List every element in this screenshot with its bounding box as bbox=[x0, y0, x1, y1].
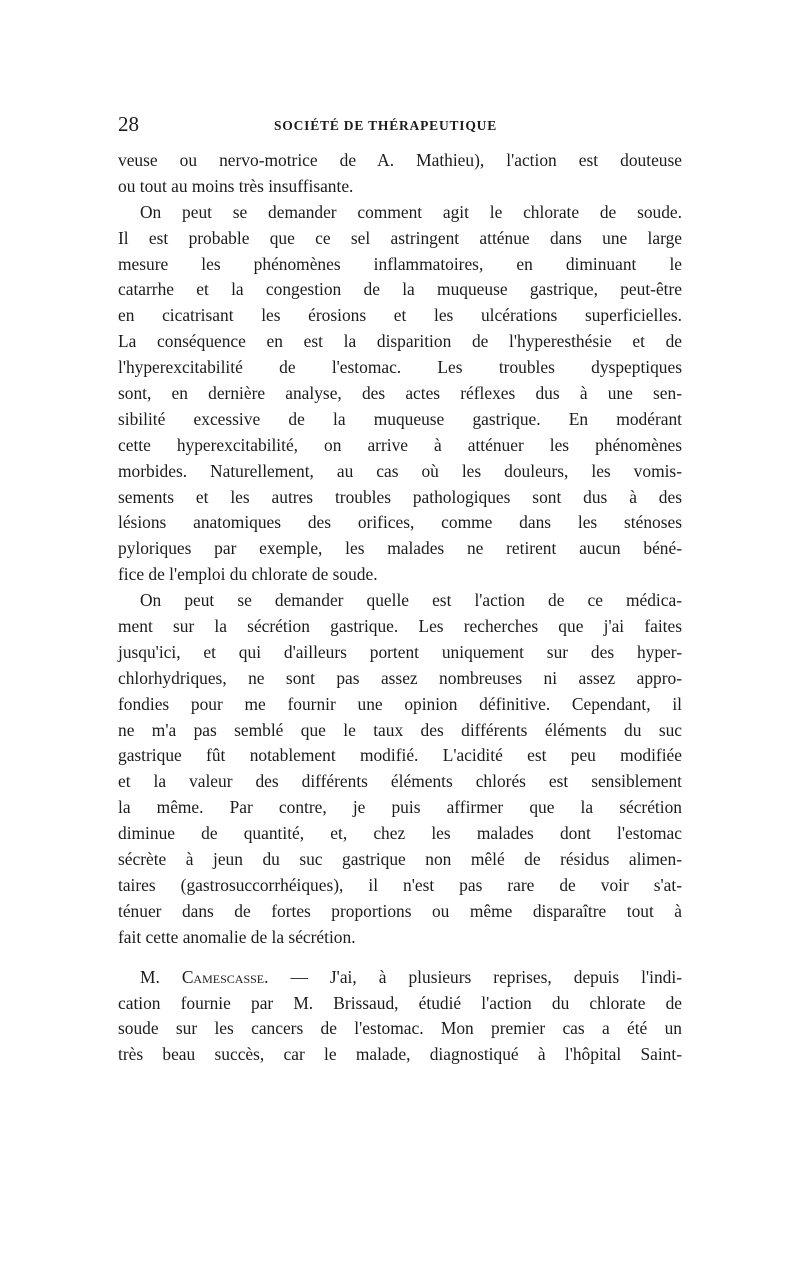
text-line: très beau succès, car le malade, diagnostiqué à l'hôpital Saint- bbox=[118, 1044, 682, 1065]
text-line: lésions anatomiques des orifices, comme dans les sténoses bbox=[118, 512, 682, 533]
paragraph-spacer bbox=[118, 951, 682, 965]
speaker-text: — J'ai, à plusieurs reprises, depuis l'indi- bbox=[290, 966, 682, 987]
text-line: Il est probable que ce sel astringent atténue dans une large bbox=[118, 227, 682, 248]
text-line: sont, en dernière analyse, des actes réflexes dus à une sen- bbox=[118, 383, 682, 404]
book-page bbox=[118, 112, 682, 1068]
text-line: jusqu'ici, et qui d'ailleurs portent uniquement sur des hyper- bbox=[118, 641, 682, 662]
text-line: cette hyperexcitabilité, on arrive à atténuer les phénomènes bbox=[118, 434, 682, 455]
text-line: morbides. Naturellement, au cas où les douleurs, les vomis- bbox=[118, 460, 682, 481]
text-line: la même. Par contre, je puis affirmer que la sécrétion bbox=[118, 797, 682, 818]
body-text bbox=[118, 148, 682, 1068]
text-line: fice de l'emploi du chlorate de soude. bbox=[118, 564, 378, 585]
paragraph bbox=[118, 965, 682, 1069]
text-line: catarrhe et la congestion de la muqueuse gastrique, peut-être bbox=[118, 279, 682, 300]
paragraph bbox=[118, 200, 682, 588]
text-line: fait cette anomalie de la sécrétion. bbox=[118, 926, 356, 947]
text-line: diminue de quantité, et, chez les malades dont l'estomac bbox=[118, 823, 682, 844]
text-line: chlorhydriques, ne sont pas assez nombreuses ni assez appro- bbox=[118, 667, 682, 688]
text-line: ne m'a pas semblé que le taux des différents éléments du suc bbox=[118, 719, 682, 740]
text-line bbox=[118, 965, 682, 991]
text-line: sements et les autres troubles pathologiques sont dus à des bbox=[118, 486, 682, 507]
text-line: fondies pour me fournir une opinion définitive. Cependant, il bbox=[118, 693, 682, 714]
text-line: en cicatrisant les érosions et les ulcérations superficielles. bbox=[118, 305, 682, 326]
text-line: cation fournie par M. Brissaud, étudié l'action du chlorate de bbox=[118, 992, 682, 1013]
text-line: On peut se demander quelle est l'action de ce médica- bbox=[140, 590, 682, 611]
text-line: et la valeur des différents éléments chlorés est sensiblement bbox=[118, 771, 682, 792]
text-line: pyloriques par exemple, les malades ne retirent aucun béné- bbox=[118, 538, 682, 559]
running-title: SOCIÉTÉ DE THÉRAPEUTIQUE bbox=[274, 118, 498, 133]
text-line: sibilité excessive de la muqueuse gastrique. En modérant bbox=[118, 408, 682, 429]
text-line: ment sur la sécrétion gastrique. Les recherches que j'ai faites bbox=[118, 616, 682, 637]
text-line: gastrique fût notablement modifié. L'acidité est peu modifiée bbox=[118, 745, 682, 766]
text-line: taires (gastrosuccorrhéiques), il n'est pas rare de voir s'at- bbox=[118, 874, 682, 895]
text-line: La conséquence en est la disparition de l'hyperesthésie et de bbox=[118, 331, 682, 352]
text-line: veuse ou nervo-motrice de A. Mathieu), l'action est douteuse bbox=[118, 150, 682, 170]
paragraph bbox=[118, 588, 682, 950]
text-line: soude sur les cancers de l'estomac. Mon premier cas a été un bbox=[118, 1018, 682, 1039]
text-line: l'hyperexcitabilité de l'estomac. Les troubles dyspeptiques bbox=[118, 357, 682, 378]
text-line: On peut se demander comment agit le chlorate de soude. bbox=[140, 201, 682, 222]
text-line: ténuer dans de fortes proportions ou même disparaître tout à bbox=[118, 900, 682, 921]
text-line: sécrète à jeun du suc gastrique non mêlé de résidus alimen- bbox=[118, 849, 682, 870]
page-number: 28 bbox=[118, 112, 139, 136]
paragraph bbox=[118, 148, 682, 200]
page-header bbox=[118, 112, 682, 142]
text-line: mesure les phénomènes inflammatoires, en diminuant le bbox=[118, 253, 682, 274]
text-line: ou tout au moins très insuffisante. bbox=[118, 175, 354, 196]
speaker-name: M. Camescasse. bbox=[140, 966, 269, 987]
